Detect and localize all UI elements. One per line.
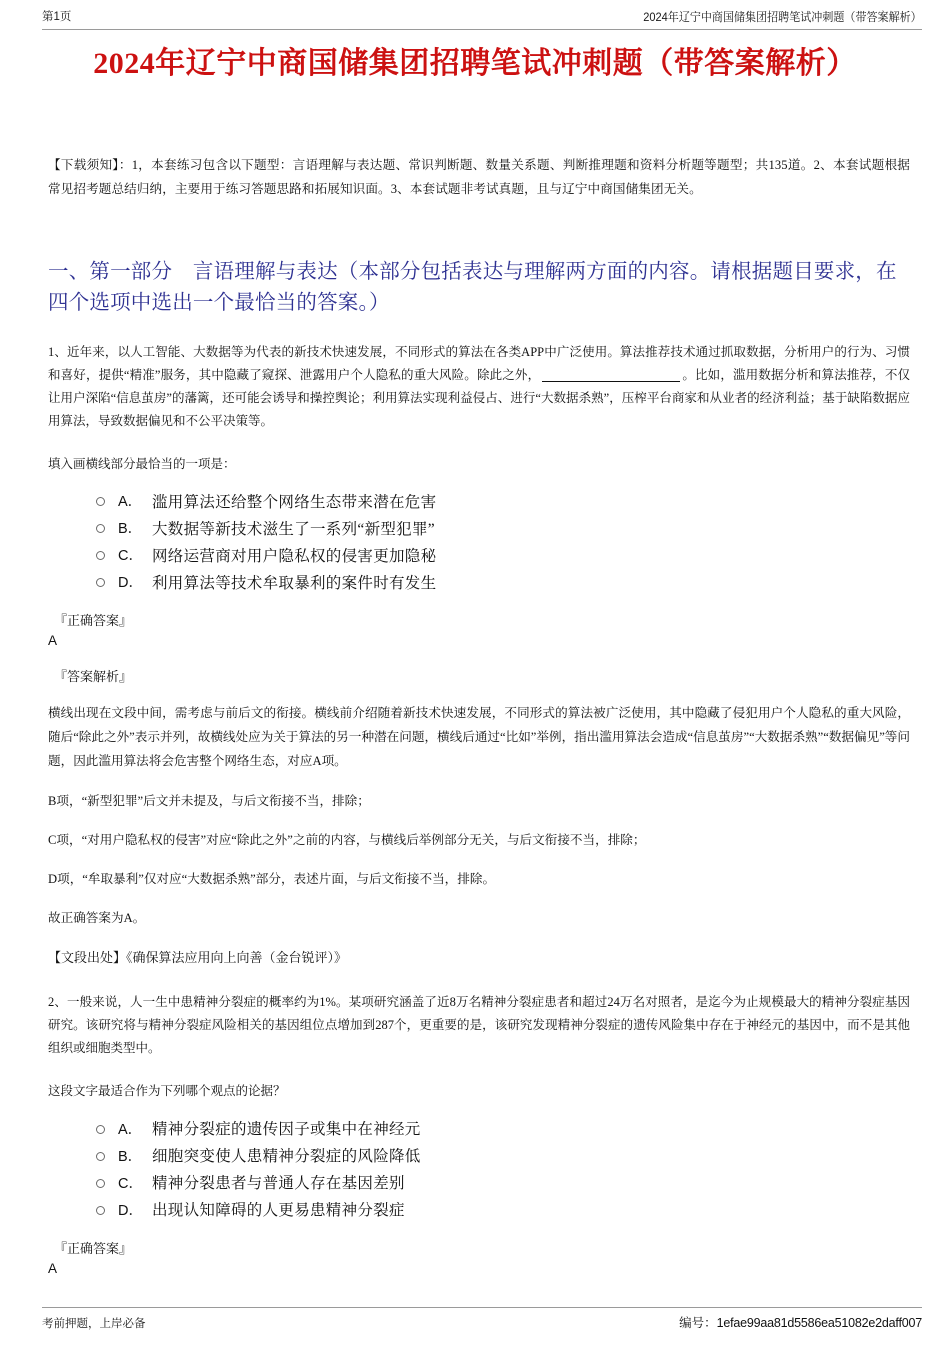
page-footer (42, 1307, 922, 1331)
option-row[interactable] (96, 1142, 910, 1169)
page-number-label: 第1页 (42, 11, 72, 23)
footer-code-value: 1efae99aa81d5586ea51082e2daff007 (716, 1316, 922, 1330)
question-1-prompt: 填入画横线部分最恰当的一项是： (48, 456, 236, 471)
option-text: 利用算法等技术牟取暴利的案件时有发生 (152, 574, 437, 592)
option-letter: C． (118, 1175, 143, 1192)
question-1-options (48, 487, 910, 595)
option-row[interactable] (96, 541, 910, 568)
question-1-answer-label: 『正确答案』 (54, 613, 133, 629)
fill-in-blank (542, 381, 680, 382)
radio-button-icon[interactable] (96, 551, 105, 560)
section-heading-part-one: 一、第一部分 言语理解与表达（本部分包括表达与理解两方面的内容。请根据题目要求，在四个选项中选出一个最恰当的答案。） (48, 260, 897, 314)
question-2-answer-value: A (48, 1260, 58, 1276)
page-title: 2024年辽宁中商国储集团招聘笔试冲刺题（带答案解析） (93, 47, 857, 80)
radio-button-icon[interactable] (96, 1125, 105, 1134)
option-letter: D． (118, 575, 143, 592)
option-letter: B． (118, 1148, 143, 1165)
option-letter: B． (118, 521, 143, 538)
download-notice: 【下载须知】：1，本套练习包含以下题型：言语理解与表达题、常识判断题、数量关系题、判断推理题和资料分析题等题型；共135道。2、本套试题根据常见招考题总结归纳，主要用于练习答题思路和拓展知识面。3、本套试题非考试真题，且与辽宁中商国储集团无关。 (48, 157, 910, 196)
option-row[interactable] (96, 487, 910, 514)
header-document-reference: 2024年辽宁中商国储集团招聘笔试冲刺题（带答案解析） (643, 10, 922, 24)
option-text: 精神分裂症的遗传因子或集中在神经元 (152, 1121, 421, 1139)
question-1-analysis-label: 『答案解析』 (54, 669, 133, 685)
radio-button-icon[interactable] (96, 1179, 105, 1188)
option-text: 细胞突变使人患精神分裂症的风险降低 (152, 1148, 421, 1166)
option-text: 出现认知障碍的人更易患精神分裂症 (152, 1202, 405, 1220)
footer-code-label: 编号： (679, 1316, 717, 1330)
option-row[interactable] (96, 1196, 910, 1223)
analysis-paragraph: B项，“新型犯罪”后文并未提及，与后文衔接不当，排除； (48, 794, 370, 809)
question-1-stem-after-blank: 。比如，滥用数据分析和算法推荐，不仅让用户深陷“信息茧房”的藩篱，还可能会诱导和操控舆论；利用算法实现利益侵占、进行“大数据杀熟”，压榨平台商家和从业者的经济利益；基于缺陷数据应用算法，导致数据偏见和不公平决策等。 (48, 367, 910, 428)
running-header (42, 8, 922, 30)
question-1-stem (48, 341, 910, 433)
option-row[interactable] (96, 514, 910, 541)
radio-button-icon[interactable] (96, 1206, 105, 1215)
option-row[interactable] (96, 568, 910, 595)
option-letter: A． (118, 494, 143, 511)
footer-slogan: 考前押题，上岸必备 (42, 1318, 146, 1330)
analysis-conclusion: 故正确答案为A。 (48, 911, 146, 926)
option-row[interactable] (96, 1169, 910, 1196)
option-letter: C． (118, 548, 143, 565)
option-text: 滥用算法还给整个网络生态带来潜在危害 (152, 493, 437, 511)
question-1-stem-before-blank: 1、近年来，以人工智能、大数据等为代表的新技术快速发展，不同形式的算法在各类APP中广泛使用。算法推荐技术通过抓取数据，分析用户的行为、习惯和喜好，提供“精准”服务，其中隐藏了窥探、泄露用户个人隐私的重大风险。除此之外， (48, 344, 910, 382)
option-letter: A． (118, 1121, 143, 1138)
question-2-stem: 2、一般来说，人一生中患精神分裂症的概率约为1%。某项研究涵盖了近8万名精神分裂症患者和超过24万名对照者，是迄今为止规模最大的精神分裂症基因研究。该研究将与精神分裂症风险相关的基因组位点增加到287个，更重要的是，该研究发现精神分裂症的遗传风险集中存在于神经元的基因中，而不是其他组织或细胞类型中。 (48, 995, 910, 1056)
radio-button-icon[interactable] (96, 497, 105, 506)
footer-code (679, 1313, 922, 1331)
radio-button-icon[interactable] (96, 524, 105, 533)
document-body (48, 140, 910, 1279)
question-2-prompt: 这段文字最适合作为下列哪个观点的论据？ (48, 1084, 286, 1099)
question-2-answer-label: 『正确答案』 (54, 1240, 133, 1256)
analysis-paragraph: D项，“牟取暴利”仅对应“大数据杀熟”部分，表述片面，与后文衔接不当，排除。 (48, 872, 496, 887)
question-2-options (48, 1115, 910, 1223)
option-text: 大数据等新技术滋生了一系列“新型犯罪” (152, 520, 435, 538)
option-letter: D． (118, 1202, 143, 1219)
analysis-paragraph: C项，“对用户隐私权的侵害”对应“除此之外”之前的内容，与横线后举例部分无关，与后文衔接不当，排除； (48, 833, 646, 848)
radio-button-icon[interactable] (96, 578, 105, 587)
question-1-source: 【文段出处】《确保算法应用向上向善（金台锐评）》 (48, 950, 348, 966)
question-1-answer-value: A (48, 633, 58, 649)
option-text: 精神分裂患者与普通人存在基因差别 (152, 1175, 405, 1193)
option-row[interactable] (96, 1115, 910, 1142)
analysis-paragraph: 横线出现在文段中间，需考虑与前后文的衔接。横线前介绍随着新技术快速发展，不同形式的算法被广泛使用，其中隐藏了侵犯用户个人隐私的重大风险，随后“除此之外”表示并列，故横线处应为关于算法的另一种潜在问题，横线后通过“比如”举例，指出滥用算法会造成“信息茧房”“大数据杀熟”“数据偏见”等问题，因此滥用算法将会危害整个网络生态，对应A项。 (48, 706, 910, 769)
radio-button-icon[interactable] (96, 1152, 105, 1161)
option-text: 网络运营商对用户隐私权的侵害更加隐秘 (152, 547, 437, 565)
